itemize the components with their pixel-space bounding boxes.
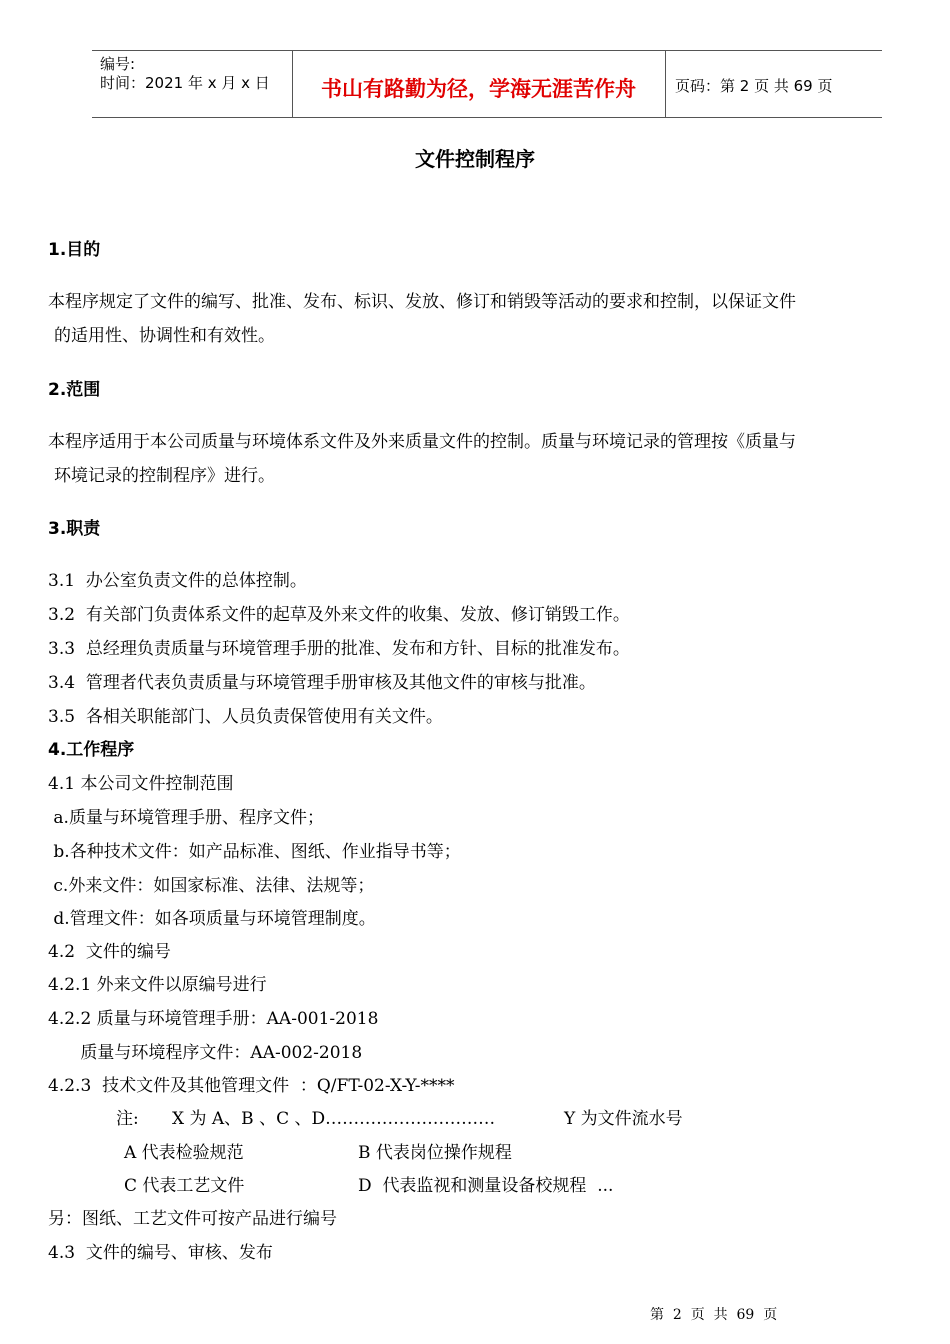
procedure-line: 4.2 文件的编号 — [48, 942, 171, 962]
responsibility-item: 3.5 各相关职能部门、人员负责保管使用有关文件。 — [48, 707, 443, 727]
code-a-definition: A 代表检验规范 — [124, 1143, 244, 1163]
note-label: 注: — [116, 1109, 139, 1129]
procedure-line: 4.1 本公司文件控制范围 — [48, 774, 234, 794]
section-purpose-text-line1: 本程序规定了文件的编写、批准、发布、标识、发放、修订和销毁等活动的要求和控制，以保证文件 — [48, 292, 796, 312]
page-footer: 第 2 页 共 69 页 — [650, 1307, 778, 1323]
procedure-line: d.管理文件：如各项质量与环境管理制度。 — [48, 909, 376, 929]
procedure-line: 4.2.1 外来文件以原编号进行 — [48, 975, 267, 995]
responsibility-item: 3.2 有关部门负责体系文件的起草及外来文件的收集、发放、修订销毁工作。 — [48, 605, 630, 625]
header-page-cell — [665, 51, 882, 117]
section-purpose-text-line2: 的适用性、协调性和有效性。 — [54, 326, 275, 346]
section-scope-text-line1: 本程序适用于本公司质量与环境体系文件及外来质量文件的控制。质量与环境记录的管理按《质量与 — [48, 432, 796, 452]
section-scope-text-line2: 环境记录的控制程序》进行。 — [54, 466, 275, 486]
header-meta-cell — [92, 51, 293, 117]
page-title: 文件控制程序 — [415, 147, 535, 171]
section-heading-purpose: 1.目的 — [48, 240, 101, 260]
responsibility-item: 3.4 管理者代表负责质量与环境管理手册审核及其他文件的审核与批准。 — [48, 673, 596, 693]
section-heading-scope: 2.范围 — [48, 380, 101, 400]
code-d-definition: D 代表监视和测量设备校规程 ... — [358, 1176, 614, 1196]
procedure-line: 4.2.3 技术文件及其他管理文件 ：Q/FT-02-X-Y-**** — [48, 1076, 455, 1096]
procedure-line: a.质量与环境管理手册、程序文件； — [48, 808, 324, 828]
code-b-definition: B 代表岗位操作规程 — [358, 1143, 512, 1163]
document-header — [92, 50, 882, 118]
section-heading-procedure: 4.工作程序 — [48, 740, 135, 760]
responsibility-item: 3.3 总经理负责质量与环境管理手册的批准、发布和方针、目标的批准发布。 — [48, 639, 630, 659]
note-y-definition: Y 为文件流水号 — [564, 1109, 683, 1129]
header-motto-cell — [292, 51, 666, 117]
procedure-line: b.各种技术文件：如产品标准、图纸、作业指导书等； — [48, 842, 461, 862]
document-code-label: 编号: — [100, 55, 136, 73]
header-page-info: 页码：第 2 页 共 69 页 — [675, 77, 833, 95]
procedure-line: 4.2.2 质量与环境管理手册：AA-001-2018 — [48, 1009, 379, 1029]
procedure-line: c.外来文件：如国家标准、法律、法规等； — [48, 876, 375, 896]
section-heading-responsibility: 3.职责 — [48, 519, 101, 539]
note-x-definition: X 为 A、B 、C 、D………………………… — [172, 1109, 496, 1129]
extra-note: 另：图纸、工艺文件可按产品进行编号 — [48, 1209, 337, 1229]
code-c-definition: C 代表工艺文件 — [124, 1176, 245, 1196]
document-time-label: 时间：2021 年 x 月 x 日 — [100, 74, 270, 92]
procedure-line: 4.3 文件的编号、审核、发布 — [48, 1243, 273, 1263]
responsibility-item: 3.1 办公室负责文件的总体控制。 — [48, 571, 307, 591]
procedure-line: 质量与环境程序文件：AA-002-2018 — [48, 1043, 363, 1063]
header-motto: 书山有路勤为径，学海无涯苦作舟 — [321, 77, 636, 101]
